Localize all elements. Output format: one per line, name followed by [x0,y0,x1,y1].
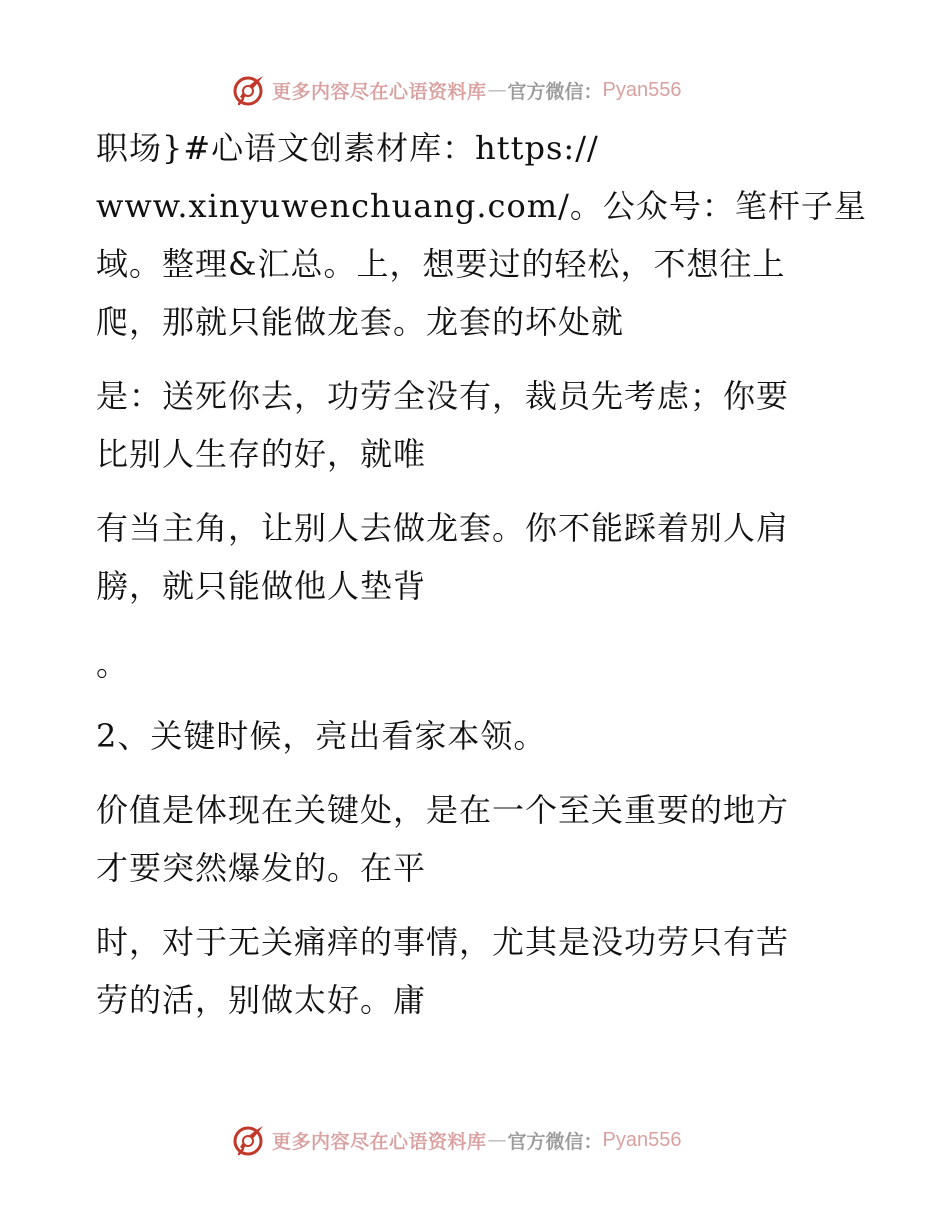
footer-promo-text: 更多内容尽在心语资料库 [272,1130,487,1153]
header-wechat-id: Pyan556 [602,78,682,101]
header-banner [232,70,712,110]
header-official-label: 官方微信： [507,80,603,103]
text-line: 膀，就只能做他人垫背 [96,567,427,605]
quill-logo-icon [232,73,266,107]
footer-wechat-id: Pyan556 [602,1128,682,1151]
text-line: 比别人生存的好，就唯 [96,435,427,473]
text-line: 2、关键时候，亮出看家本领。 [96,717,547,755]
text-line: 爬，那就只能做龙套。龙套的坏处就 [96,303,625,341]
text-line: 劳的活，别做太好。庸 [96,981,427,1019]
header-promo-text: 更多内容尽在心语资料库 [272,80,487,103]
footer-official-label: 官方微信： [507,1130,603,1153]
text-line: 域。整理&汇总。上，想要过的轻松，不想往上 [96,245,786,283]
text-line: 时，对于无关痛痒的事情，尤其是没功劳只有苦 [96,923,790,961]
footer-banner [232,1120,712,1160]
text-line: 职场}#心语文创素材库：https:// [96,129,599,167]
quill-logo-icon [232,1123,266,1157]
header-dash: — [487,79,507,101]
text-line: 是：送死你去，功劳全没有，裁员先考虑；你要 [96,377,790,415]
text-line: 有当主角，让别人去做龙套。你不能踩着别人肩 [96,509,790,547]
footer-dash: — [487,1129,507,1151]
text-line: 价值是体现在关键处，是在一个至关重要的地方 [96,791,790,829]
text-line: 才要突然爆发的。在平 [96,849,427,887]
text-line: www.xinyuwenchuang.com/。公众号：笔杆子星 [96,187,867,225]
text-line: 。 [96,645,130,683]
